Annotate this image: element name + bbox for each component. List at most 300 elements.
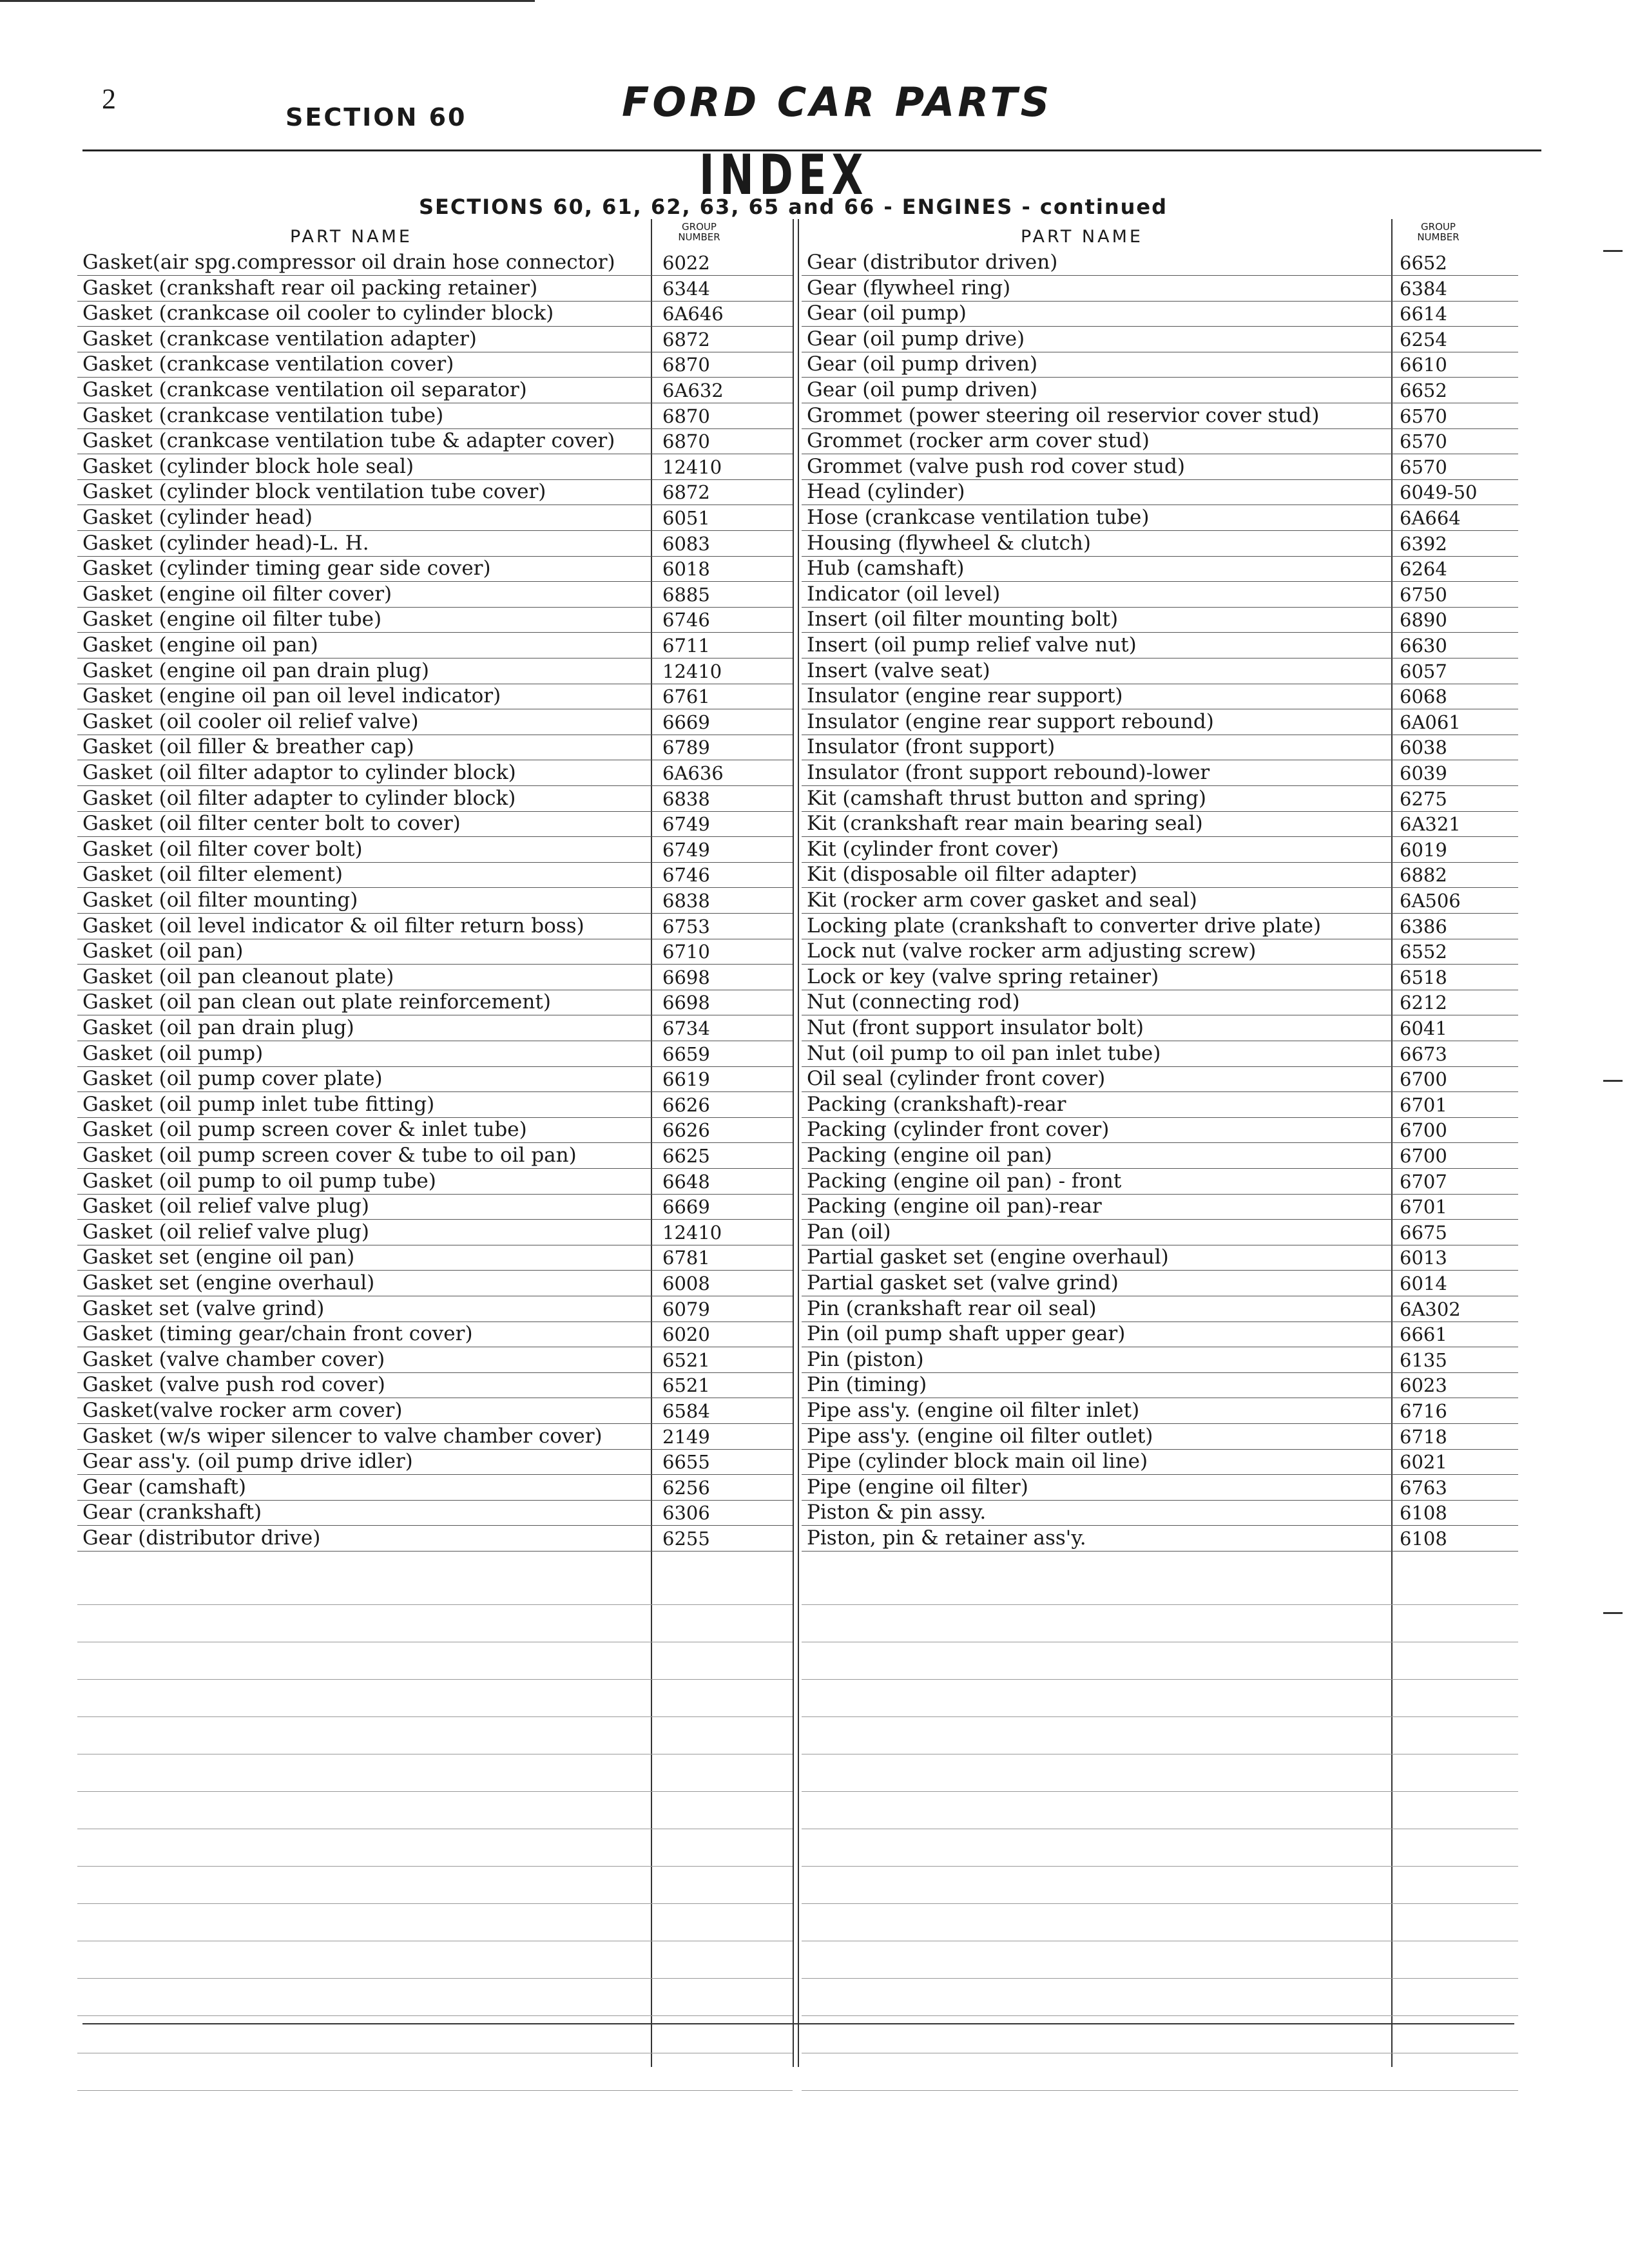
part-name: Gear (oil pump drive) [807, 327, 1025, 351]
part-name: Pan (oil) [807, 1220, 891, 1244]
group-number: 6626 [662, 1093, 710, 1116]
table-row [77, 990, 793, 1015]
table-row [802, 786, 1518, 812]
table-row [802, 990, 1518, 1015]
group-number: 6108 [1400, 1528, 1447, 1550]
part-name: Kit (cylinder front cover) [807, 837, 1059, 861]
left-index-column [77, 219, 802, 2067]
blank-row [77, 1602, 793, 1642]
part-name: Gasket (valve chamber cover) [82, 1347, 385, 1371]
table-row [77, 1245, 793, 1271]
group-number: 6614 [1400, 303, 1447, 325]
group-number: 6386 [1400, 915, 1447, 937]
table-row [802, 327, 1518, 352]
blank-row [77, 1751, 793, 1792]
part-name: Pipe (engine oil filter) [807, 1475, 1028, 1499]
group-number: 6700 [1400, 1068, 1447, 1091]
table-row [77, 1296, 793, 1322]
part-name: Gasket (cylinder head) [82, 506, 313, 529]
table-row [77, 684, 793, 709]
part-name: Partial gasket set (engine overhaul) [807, 1245, 1169, 1269]
part-name: Gasket (w/s wiper silencer to valve chamber cover) [82, 1424, 602, 1448]
table-row [77, 1347, 793, 1373]
part-name: Gasket (timing gear/chain front cover) [82, 1322, 473, 1346]
group-number: 6669 [662, 1196, 710, 1218]
blank-row [77, 1826, 793, 1867]
table-row [802, 582, 1518, 608]
group-number: 6212 [1400, 992, 1447, 1014]
group-number: 6022 [662, 252, 710, 274]
part-name: Oil seal (cylinder front cover) [807, 1067, 1106, 1091]
part-name: Partial gasket set (valve grind) [807, 1271, 1119, 1294]
table-row [802, 1245, 1518, 1271]
group-header-line1: GROUP [1421, 221, 1456, 233]
group-number: 6619 [662, 1068, 710, 1091]
table-row [77, 556, 793, 582]
table-row [802, 352, 1518, 378]
part-name: Gasket (oil filter center bolt to cover) [82, 812, 461, 836]
blank-row [802, 1901, 1518, 1941]
part-name: Gasket (cylinder block hole seal) [82, 454, 414, 478]
part-name: Gasket (oil pump screen cover & tube to oil pan) [82, 1144, 577, 1167]
group-number: 6749 [662, 813, 710, 836]
blank-row [802, 1826, 1518, 1867]
table-row [77, 1372, 793, 1398]
group-number: 6135 [1400, 1349, 1447, 1371]
group-number: 6020 [662, 1323, 710, 1346]
table-row [77, 709, 793, 735]
blank-row [802, 1938, 1518, 1979]
group-number: 6659 [662, 1043, 710, 1065]
index-tables [77, 219, 1518, 2067]
table-row [77, 760, 793, 786]
part-name: Gasket (cylinder block ventilation tube cover) [82, 480, 546, 504]
group-number: 6023 [1400, 1374, 1447, 1397]
group-number: 6057 [1400, 660, 1447, 682]
table-row [77, 250, 793, 276]
part-name: Insert (oil pump relief valve nut) [807, 633, 1137, 657]
part-name: Gasket (oil pump to oil pump tube) [82, 1169, 436, 1193]
blank-row [802, 1714, 1518, 1754]
group-number: 6890 [1400, 609, 1447, 631]
table-row [802, 454, 1518, 480]
table-row [77, 428, 793, 454]
part-name: Gasket (crankcase oil cooler to cylinder block) [82, 302, 554, 325]
part-name: Gasket set (engine oil pan) [82, 1245, 355, 1269]
table-row [77, 1271, 793, 1296]
part-name: Pin (piston) [807, 1347, 924, 1371]
part-name: Gasket (oil pump) [82, 1041, 264, 1065]
blank-row [802, 1639, 1518, 1680]
table-row [802, 965, 1518, 990]
column-divider [798, 219, 799, 2067]
table-row [77, 1194, 793, 1220]
part-name: Locking plate (crankshaft to converter drive plate) [807, 914, 1322, 937]
group-number: 12410 [662, 456, 722, 478]
part-name: Pipe ass'y. (engine oil filter outlet) [807, 1424, 1153, 1448]
table-row [802, 1143, 1518, 1169]
table-row [802, 1117, 1518, 1143]
part-name: Gasket (oil pump inlet tube fitting) [82, 1092, 435, 1116]
group-number: 6882 [1400, 864, 1447, 887]
blank-row [77, 1564, 793, 1605]
top-edge-line [0, 0, 535, 2]
table-row [77, 939, 793, 965]
table-row [77, 505, 793, 531]
group-number: 6630 [1400, 635, 1447, 657]
group-number: 6711 [662, 635, 710, 657]
table-row [77, 837, 793, 863]
part-name: Gear (distributor driven) [807, 251, 1058, 274]
group-number: 6746 [662, 609, 710, 631]
table-row [77, 1449, 793, 1475]
part-name: Gasket (oil pump screen cover & inlet tube) [82, 1118, 527, 1142]
table-row [77, 914, 793, 939]
right-index-column [802, 219, 1518, 2067]
part-name: Kit (rocker arm cover gasket and seal) [807, 889, 1197, 912]
blank-row [802, 1677, 1518, 1717]
table-row [77, 352, 793, 378]
part-name: Gasket (oil filter cover bolt) [82, 837, 363, 861]
part-name: Pin (timing) [807, 1373, 927, 1397]
table-row [77, 658, 793, 684]
part-name: Gear (oil pump) [807, 302, 967, 325]
table-row [802, 1321, 1518, 1347]
table-row [77, 479, 793, 505]
part-name: Head (cylinder) [807, 480, 965, 504]
table-row [802, 505, 1518, 531]
group-number: 6716 [1400, 1400, 1447, 1422]
group-number: 6701 [1400, 1196, 1447, 1218]
group-number: 6014 [1400, 1273, 1447, 1294]
part-name: Gasket(valve rocker arm cover) [82, 1399, 403, 1422]
group-number: 6655 [662, 1451, 710, 1474]
part-name: Insulator (engine rear support) [807, 684, 1123, 708]
part-name: Nut (oil pump to oil pan inlet tube) [807, 1041, 1161, 1065]
blank-row [802, 1789, 1518, 1829]
part-name: Housing (flywheel & clutch) [807, 531, 1091, 555]
part-name: Kit (camshaft thrust button and spring) [807, 786, 1207, 810]
part-name: Packing (engine oil pan) - front [807, 1169, 1122, 1193]
table-row [802, 1449, 1518, 1475]
part-name: Gasket (engine oil pan oil level indicator) [82, 684, 501, 708]
table-row [802, 658, 1518, 684]
group-number: 6255 [662, 1528, 710, 1550]
table-row [77, 888, 793, 914]
part-name: Gasket(air spg.compressor oil drain hose connector) [82, 251, 615, 274]
blank-row [802, 1751, 1518, 1792]
part-name: Packing (engine oil pan)-rear [807, 1195, 1102, 1218]
table-row [77, 454, 793, 480]
group-number: 6761 [662, 686, 710, 708]
part-name: Gasket (oil relief valve plug) [82, 1195, 369, 1218]
part-name: Gasket (oil pan drain plug) [82, 1016, 354, 1039]
part-name: Gasket (crankcase ventilation adapter) [82, 327, 477, 351]
part-name: Gasket (oil cooler oil relief valve) [82, 709, 419, 733]
group-number: 6A506 [1400, 890, 1461, 912]
table-row [77, 1066, 793, 1092]
group-number: 6039 [1400, 762, 1447, 784]
page-subtitle: SECTIONS 60, 61, 62, 63, 65 and 66 - ENGINES - continued [419, 195, 1168, 219]
table-row [802, 1015, 1518, 1041]
part-name: Gasket (cylinder head)-L. H. [82, 531, 369, 555]
blank-row [77, 1714, 793, 1754]
table-row [802, 276, 1518, 302]
table-row [802, 1220, 1518, 1245]
table-row [77, 633, 793, 658]
table-row [77, 1220, 793, 1245]
group-number: 6749 [662, 838, 710, 861]
group-number: 6068 [1400, 686, 1447, 708]
table-row [802, 378, 1518, 403]
group-number: 6652 [1400, 252, 1447, 274]
group-header-line1: GROUP [682, 221, 717, 233]
table-row [802, 684, 1518, 709]
table-row [802, 633, 1518, 658]
part-name: Gasket (crankcase ventilation tube & adapter cover) [82, 429, 615, 453]
group-number: 6521 [662, 1349, 710, 1371]
table-row [77, 1500, 793, 1526]
table-row [77, 965, 793, 990]
blank-row [802, 1602, 1518, 1642]
margin-mark [1603, 1612, 1623, 1614]
part-name: Gasket (oil pan cleanout plate) [82, 965, 394, 988]
group-number: 6669 [662, 711, 710, 733]
part-name: Gear (crankshaft) [82, 1501, 262, 1524]
part-name: Nut (front support insulator bolt) [807, 1016, 1144, 1039]
part-name: Hose (crankcase ventilation tube) [807, 506, 1150, 529]
part-name: Insulator (front support rebound)-lower [807, 761, 1210, 784]
margin-mark [1603, 250, 1623, 252]
part-name: Gasket set (engine overhaul) [82, 1271, 375, 1294]
group-number: 12410 [662, 660, 722, 682]
part-name: Gasket (oil filter adaptor to cylinder block) [82, 761, 516, 784]
group-number: 6275 [1400, 787, 1447, 810]
group-number: 6885 [662, 583, 710, 606]
part-name: Insert (oil filter mounting bolt) [807, 608, 1119, 631]
group-number: 6306 [662, 1502, 710, 1524]
table-row [802, 531, 1518, 557]
group-number: 6A302 [1400, 1298, 1461, 1320]
group-number: 6041 [1400, 1017, 1447, 1039]
table-row [802, 1296, 1518, 1322]
bottom-rule [82, 2023, 1514, 2024]
part-name: Gasket (oil filter adapter to cylinder block) [82, 786, 516, 810]
table-row [802, 1194, 1518, 1220]
table-row [802, 250, 1518, 276]
group-number: 6838 [662, 890, 710, 912]
group-number: 6698 [662, 966, 710, 988]
table-row [802, 301, 1518, 327]
group-number: 6870 [662, 405, 710, 427]
table-row [802, 1475, 1518, 1501]
part-name: Gear (distributor drive) [82, 1526, 321, 1550]
group-number: 6570 [1400, 430, 1447, 453]
part-name: Kit (disposable oil filter adapter) [807, 863, 1137, 887]
table-row [77, 1424, 793, 1450]
blank-row [77, 2050, 793, 2091]
part-name: Piston & pin assy. [807, 1501, 987, 1524]
part-name-header: PART NAME [290, 227, 412, 247]
table-row [77, 1117, 793, 1143]
group-number: 6018 [662, 558, 710, 581]
blank-row [77, 1901, 793, 1941]
group-number: 6746 [662, 864, 710, 887]
part-name: Pipe ass'y. (engine oil filter inlet) [807, 1399, 1140, 1422]
table-row [802, 709, 1518, 735]
table-row [802, 1424, 1518, 1450]
part-name: Gasket (oil filter mounting) [82, 889, 358, 912]
group-number: 6A664 [1400, 507, 1461, 529]
group-number: 6789 [662, 736, 710, 759]
table-row [802, 1066, 1518, 1092]
group-number: 6707 [1400, 1170, 1447, 1193]
group-number: 2149 [662, 1425, 710, 1448]
part-name: Gasket (oil filler & breather cap) [82, 735, 414, 759]
group-number: 6A646 [662, 303, 724, 325]
table-row [802, 1372, 1518, 1398]
table-row [77, 301, 793, 327]
group-number: 6570 [1400, 456, 1447, 478]
group-number: 6673 [1400, 1043, 1447, 1065]
part-name: Gasket (engine oil filter tube) [82, 608, 382, 631]
blank-row [77, 1975, 793, 2016]
page-title: INDEX [699, 143, 869, 207]
group-number: 6870 [662, 354, 710, 376]
group-number: 6700 [1400, 1119, 1447, 1142]
blank-row [802, 1975, 1518, 2016]
part-name-header: PART NAME [1021, 227, 1143, 247]
part-name: Grommet (power steering oil reservior cover stud) [807, 403, 1320, 427]
part-name: Lock or key (valve spring retainer) [807, 965, 1159, 988]
table-row [802, 479, 1518, 505]
part-name: Gasket (crankcase ventilation tube) [82, 403, 444, 427]
margin-mark [1603, 1080, 1623, 1082]
part-name: Gasket (oil filter element) [82, 863, 343, 887]
part-name: Gasket (oil pan clean out plate reinforcement) [82, 990, 551, 1014]
table-row [802, 862, 1518, 888]
part-name: Nut (connecting rod) [807, 990, 1020, 1014]
group-number: 6344 [662, 277, 710, 300]
column-divider [793, 219, 794, 2067]
part-name: Pin (oil pump shaft upper gear) [807, 1322, 1126, 1346]
table-row [802, 556, 1518, 582]
table-row [802, 735, 1518, 760]
table-row [802, 1041, 1518, 1067]
group-number: 6838 [662, 787, 710, 810]
part-name: Gear (camshaft) [82, 1475, 246, 1499]
part-name: Gasket (crankcase ventilation oil separator) [82, 378, 527, 401]
group-number-header [657, 222, 741, 242]
part-name: Lock nut (valve rocker arm adjusting screw) [807, 939, 1257, 963]
group-number: 6108 [1400, 1502, 1447, 1524]
group-number: 6781 [662, 1247, 710, 1269]
group-number: 6051 [662, 507, 710, 529]
group-number: 6008 [662, 1273, 710, 1294]
group-header-line2: NUMBER [678, 231, 720, 243]
group-number: 6661 [1400, 1323, 1447, 1346]
group-number: 6552 [1400, 941, 1447, 963]
group-number: 6625 [662, 1145, 710, 1167]
part-name: Gasket set (valve grind) [82, 1296, 325, 1320]
part-name: Gasket (oil relief valve plug) [82, 1220, 369, 1244]
group-number: 6872 [662, 328, 710, 351]
table-row [802, 403, 1518, 429]
group-number: 6570 [1400, 405, 1447, 427]
table-row [77, 1092, 793, 1118]
part-name: Gasket (engine oil filter cover) [82, 582, 392, 606]
group-header-line2: NUMBER [1417, 231, 1460, 243]
table-row [77, 607, 793, 633]
group-number: 6626 [662, 1119, 710, 1142]
group-number: 12410 [662, 1221, 722, 1244]
table-row [802, 1347, 1518, 1373]
table-row [77, 1398, 793, 1424]
group-number: 6254 [1400, 328, 1447, 351]
part-name: Gasket (engine oil pan) [82, 633, 318, 657]
table-row [802, 1526, 1518, 1552]
table-row [77, 378, 793, 403]
group-number: 6392 [1400, 532, 1447, 555]
blank-row [77, 1863, 793, 1904]
part-name: Gasket (oil level indicator & oil filter return boss) [82, 914, 584, 937]
group-number: 6610 [1400, 354, 1447, 376]
part-name: Insert (valve seat) [807, 658, 990, 682]
part-name: Gasket (oil pan) [82, 939, 244, 963]
group-number: 6079 [662, 1298, 710, 1320]
part-name: Pin (crankshaft rear oil seal) [807, 1296, 1097, 1320]
part-name: Gasket (crankshaft rear oil packing retainer) [82, 276, 538, 300]
part-name: Insulator (engine rear support rebound) [807, 709, 1214, 733]
table-row [77, 1143, 793, 1169]
group-number: 6753 [662, 915, 710, 937]
table-row [802, 811, 1518, 837]
part-name: Hub (camshaft) [807, 557, 965, 581]
part-name: Gasket (oil pump cover plate) [82, 1067, 383, 1091]
section-label: SECTION 60 [285, 103, 467, 131]
group-number: 6013 [1400, 1247, 1447, 1269]
table-row [802, 1500, 1518, 1526]
table-row [77, 786, 793, 812]
group-number: 6A632 [662, 380, 724, 401]
table-row [802, 888, 1518, 914]
part-name: Gear (oil pump driven) [807, 352, 1038, 376]
group-number: 6264 [1400, 558, 1447, 581]
group-number: 6750 [1400, 583, 1447, 606]
group-number: 6652 [1400, 380, 1447, 401]
group-number: 6870 [662, 430, 710, 453]
table-row [77, 403, 793, 429]
blank-row [802, 1863, 1518, 1904]
part-name: Packing (engine oil pan) [807, 1144, 1052, 1167]
blank-row [802, 2050, 1518, 2091]
group-number: 6A321 [1400, 813, 1461, 836]
group-number: 6049-50 [1400, 481, 1478, 504]
blank-row [77, 1639, 793, 1680]
table-row [77, 862, 793, 888]
table-row [802, 837, 1518, 863]
part-name: Gasket (crankcase ventilation cover) [82, 352, 454, 376]
group-number: 6521 [662, 1374, 710, 1397]
group-number: 6A061 [1400, 711, 1461, 733]
part-name: Indicator (oil level) [807, 582, 1001, 606]
table-row [77, 1475, 793, 1501]
part-name: Gasket (cylinder timing gear side cover) [82, 557, 491, 581]
blank-row [77, 2013, 793, 2053]
table-row [802, 760, 1518, 786]
table-row [802, 428, 1518, 454]
group-number-header [1393, 222, 1483, 242]
